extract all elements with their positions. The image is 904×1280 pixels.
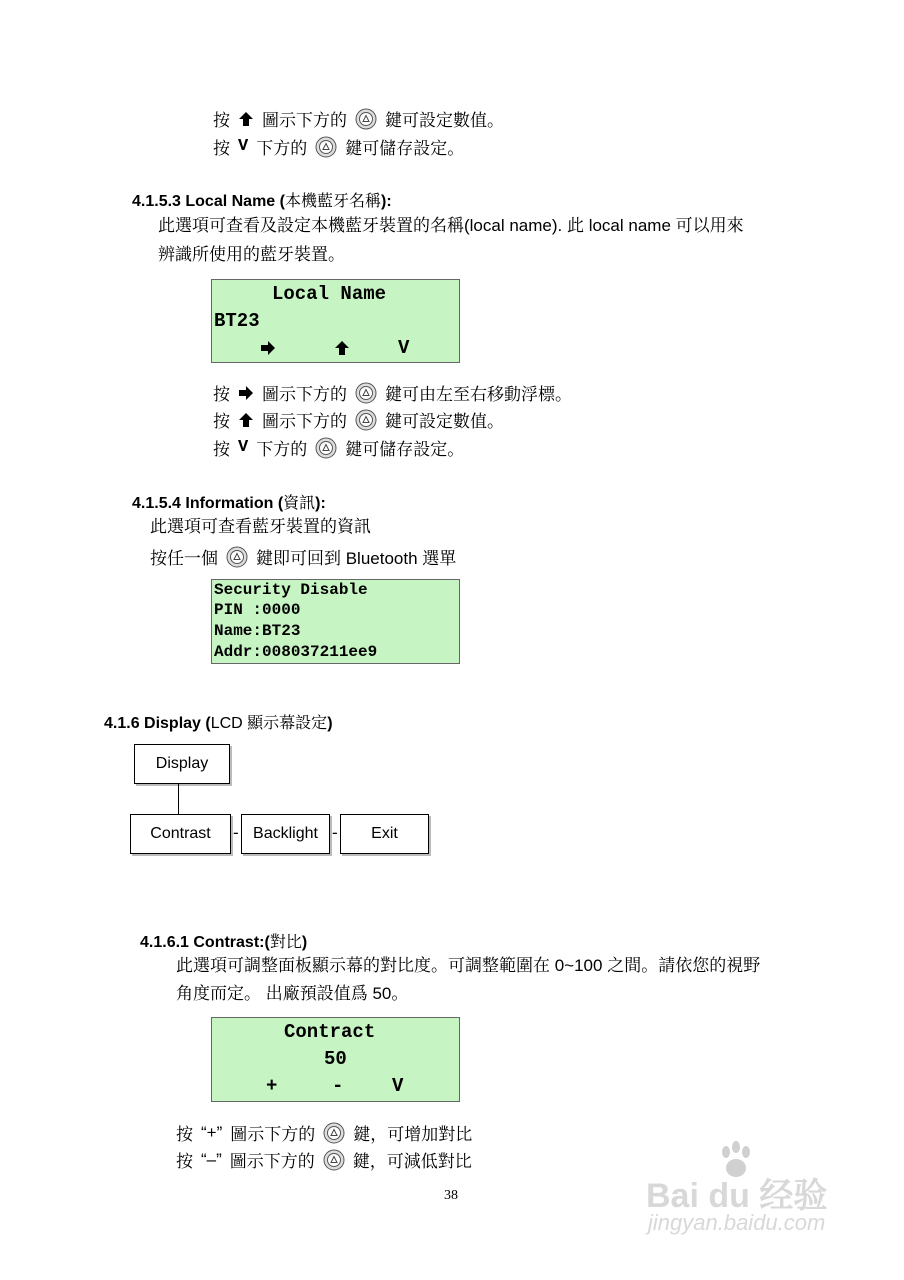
section-heading-display: 4.1.6 Display (LCD 顯示幕設定) xyxy=(104,715,333,732)
watermark-url: jingyan.baidu.com xyxy=(648,1210,826,1235)
keypad-button-icon xyxy=(226,546,248,568)
section-heading-contrast: 4.1.6.1 Contrast:(對比) xyxy=(140,934,308,951)
lcd-screen-information xyxy=(211,579,460,664)
instruction-text: 下方的 xyxy=(256,139,308,158)
v-key-label: V xyxy=(238,438,249,457)
menu-node-contrast: Contrast xyxy=(130,814,231,854)
lcd-save-label: V xyxy=(392,1075,404,1097)
instruction-text: 按 xyxy=(213,139,230,158)
menu-node-display: Display xyxy=(134,744,230,784)
lcd-row: Contract xyxy=(284,1021,376,1043)
right-arrow-icon xyxy=(238,385,254,401)
keypad-button-icon xyxy=(355,409,377,431)
keypad-button-icon xyxy=(315,136,337,158)
lcd-row: Security Disable xyxy=(214,581,368,599)
instruction-text: 鍵可儲存設定。 xyxy=(345,139,465,158)
instruction-line: 按 圖示下方的 鍵可設定數值。 xyxy=(213,407,504,432)
instruction-line: 按 “+” 圖示下方的 鍵，可增加對比 xyxy=(176,1122,473,1144)
lcd-screen-contrast xyxy=(211,1017,460,1102)
lcd-save-label: V xyxy=(398,337,410,359)
instruction-text: 圖示下方的 xyxy=(262,111,347,130)
section-paragraph: 角度而定。 出廠預設值爲 50。 xyxy=(176,984,409,1003)
instruction-line: 按 “–” 圖示下方的 鍵，可減低對比 xyxy=(176,1149,472,1171)
instruction-line: 按 圖示下方的 鍵可由左至右移動浮標。 xyxy=(213,380,572,405)
instruction-text: 按 xyxy=(213,111,230,130)
section-heading-local-name: 4.1.5.3 Local Name (本機藍牙名稱): xyxy=(132,193,392,210)
lcd-row: Addr:008037211ee9 xyxy=(214,643,378,661)
menu-connector-line xyxy=(178,784,179,815)
right-arrow-icon xyxy=(260,340,276,356)
menu-node-backlight: Backlight xyxy=(241,814,330,854)
instruction-line: 按 V 下方的 鍵可儲存設定。 xyxy=(213,438,465,459)
lcd-row: Local Name xyxy=(272,283,387,305)
keypad-button-icon xyxy=(323,1122,345,1144)
page-number: 38 xyxy=(444,1188,458,1203)
menu-separator: - xyxy=(332,823,338,842)
up-arrow-icon xyxy=(238,412,254,428)
plus-key-label: “+” xyxy=(201,1122,223,1142)
section-paragraph: 此選項可查看及設定本機藍牙裝置的名稱(local name). 此 local name 可以用來 xyxy=(158,216,744,235)
lcd-minus-label: - xyxy=(332,1075,344,1097)
keypad-button-icon xyxy=(355,108,377,130)
lcd-row: BT23 xyxy=(214,310,260,332)
up-arrow-icon xyxy=(238,111,254,127)
keypad-button-icon xyxy=(315,437,337,459)
instruction-text: 鍵可設定數值。 xyxy=(385,111,504,130)
menu-node-exit: Exit xyxy=(340,814,429,854)
menu-separator: - xyxy=(233,823,239,842)
instruction-line xyxy=(213,134,464,159)
watermark-logo: Bai du 经验 xyxy=(646,1177,828,1215)
lcd-value: 50 xyxy=(324,1048,347,1070)
instruction-line: 按任一個 鍵即可回到 Bluetooth 選單 xyxy=(150,544,456,569)
v-key-label: V xyxy=(238,137,249,156)
lcd-row: PIN :0000 xyxy=(214,601,301,619)
section-paragraph: 此選項可調整面板顯示幕的對比度。可調整範圍在 0~100 之間。請依您的視野 xyxy=(176,956,761,975)
instruction-line xyxy=(213,106,504,131)
lcd-row: Name:BT23 xyxy=(214,622,301,640)
section-paragraph: 辨識所使用的藍牙裝置。 xyxy=(158,245,345,264)
lcd-screen-local-name xyxy=(211,279,460,363)
minus-key-label: “–” xyxy=(201,1149,222,1169)
up-arrow-icon xyxy=(334,340,350,356)
section-heading-information: 4.1.5.4 Information (資訊): xyxy=(132,495,326,512)
section-paragraph: 此選項可查看藍牙裝置的資訊 xyxy=(150,517,371,536)
lcd-plus-label: + xyxy=(266,1075,278,1097)
keypad-button-icon xyxy=(323,1149,345,1171)
keypad-button-icon xyxy=(355,382,377,404)
paw-logo-icon xyxy=(716,1140,756,1180)
